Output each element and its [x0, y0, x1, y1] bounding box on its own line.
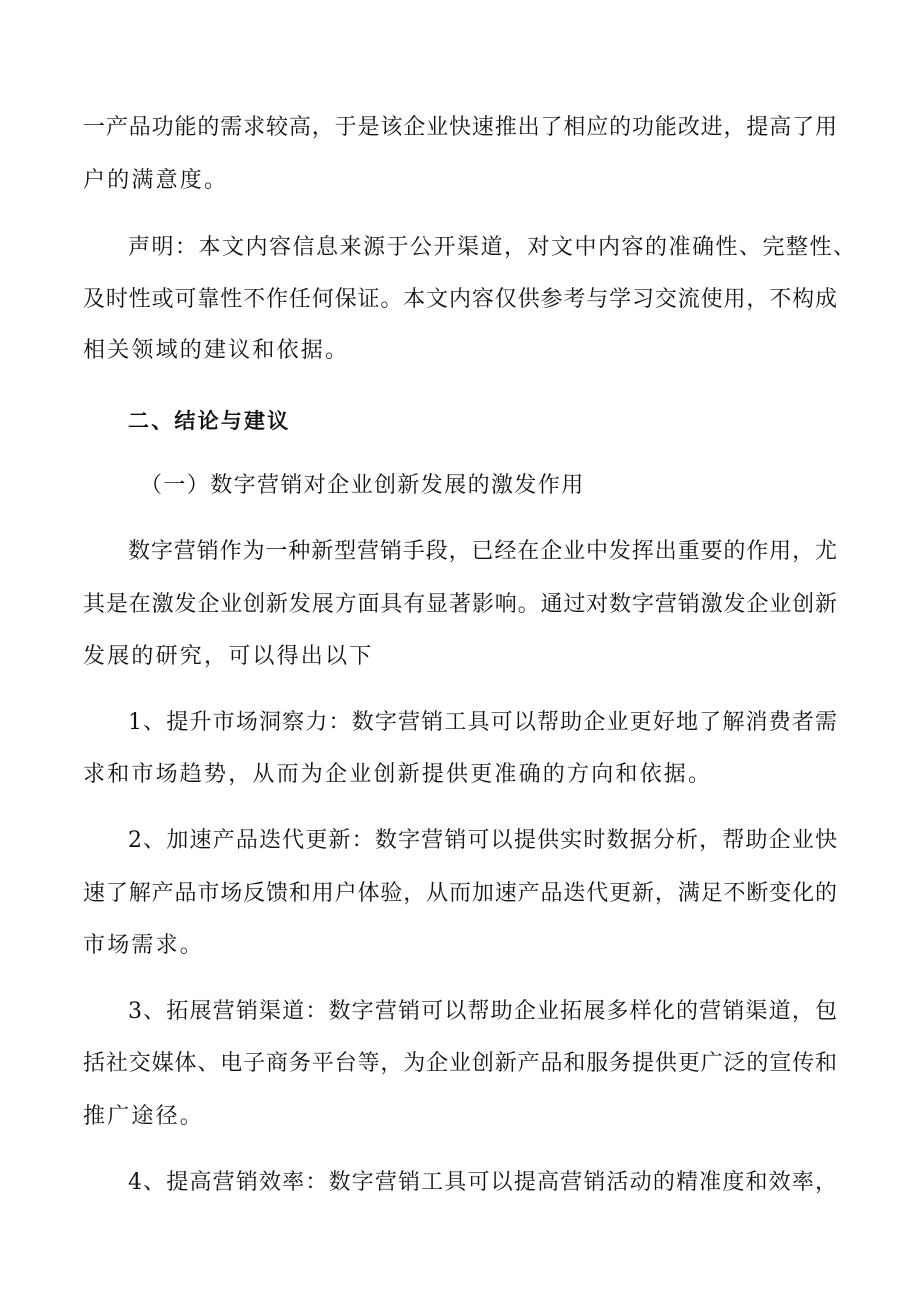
disclaimer-line: 声明：本文内容信息来源于公开渠道，对文中内容的准确性、完整性、 [128, 235, 855, 260]
list-item-line: 市场需求。 [83, 933, 205, 958]
paragraph-line: 户的满意度。 [83, 168, 229, 193]
section-heading: 二、结论与建议 [128, 409, 291, 433]
list-item-line: 括社交媒体、电子商务平台等，为企业创新产品和服务提供更广泛的宣传和 [83, 1051, 837, 1076]
disclaimer-line: 及时性或可靠性不作任何保证。本文内容仅供参考与学习交流使用，不构成 [83, 287, 837, 312]
list-item-line: 2、加速产品迭代更新：数字营销可以提供实时数据分析，帮助企业快 [128, 828, 837, 853]
body-line: 其是在激发企业创新发展方面具有显著影响。通过对数字营销激发企业创新 [83, 592, 837, 617]
body-line: 数字营销作为一种新型营销手段，已经在企业中发挥出重要的作用，尤 [128, 539, 837, 564]
body-line: 发展的研究，可以得出以下 [83, 644, 374, 669]
list-item-line: 求和市场趋势，从而为企业创新提供更准确的方向和依据。 [83, 762, 713, 787]
subsection-heading: （一）数字营销对企业创新发展的激发作用 [140, 473, 585, 498]
list-item-line: 3、拓展营销渠道：数字营销可以帮助企业拓展多样化的营销渠道，包 [128, 999, 837, 1024]
list-item-line: 1、提升市场洞察力：数字营销工具可以帮助企业更好地了解消费者需 [128, 710, 837, 735]
list-item-line: 推广途径。 [83, 1104, 205, 1129]
disclaimer-line: 相关领域的建议和依据。 [83, 338, 350, 363]
list-item-line: 4、提高营销效率：数字营销工具可以提高营销活动的精准度和效率， [128, 1170, 837, 1195]
paragraph-line: 一产品功能的需求较高，于是该企业快速推出了相应的功能改进，提高了用 [83, 115, 837, 140]
list-item-line: 速了解产品市场反馈和用户体验，从而加速产品迭代更新，满足不断变化的 [83, 881, 837, 906]
